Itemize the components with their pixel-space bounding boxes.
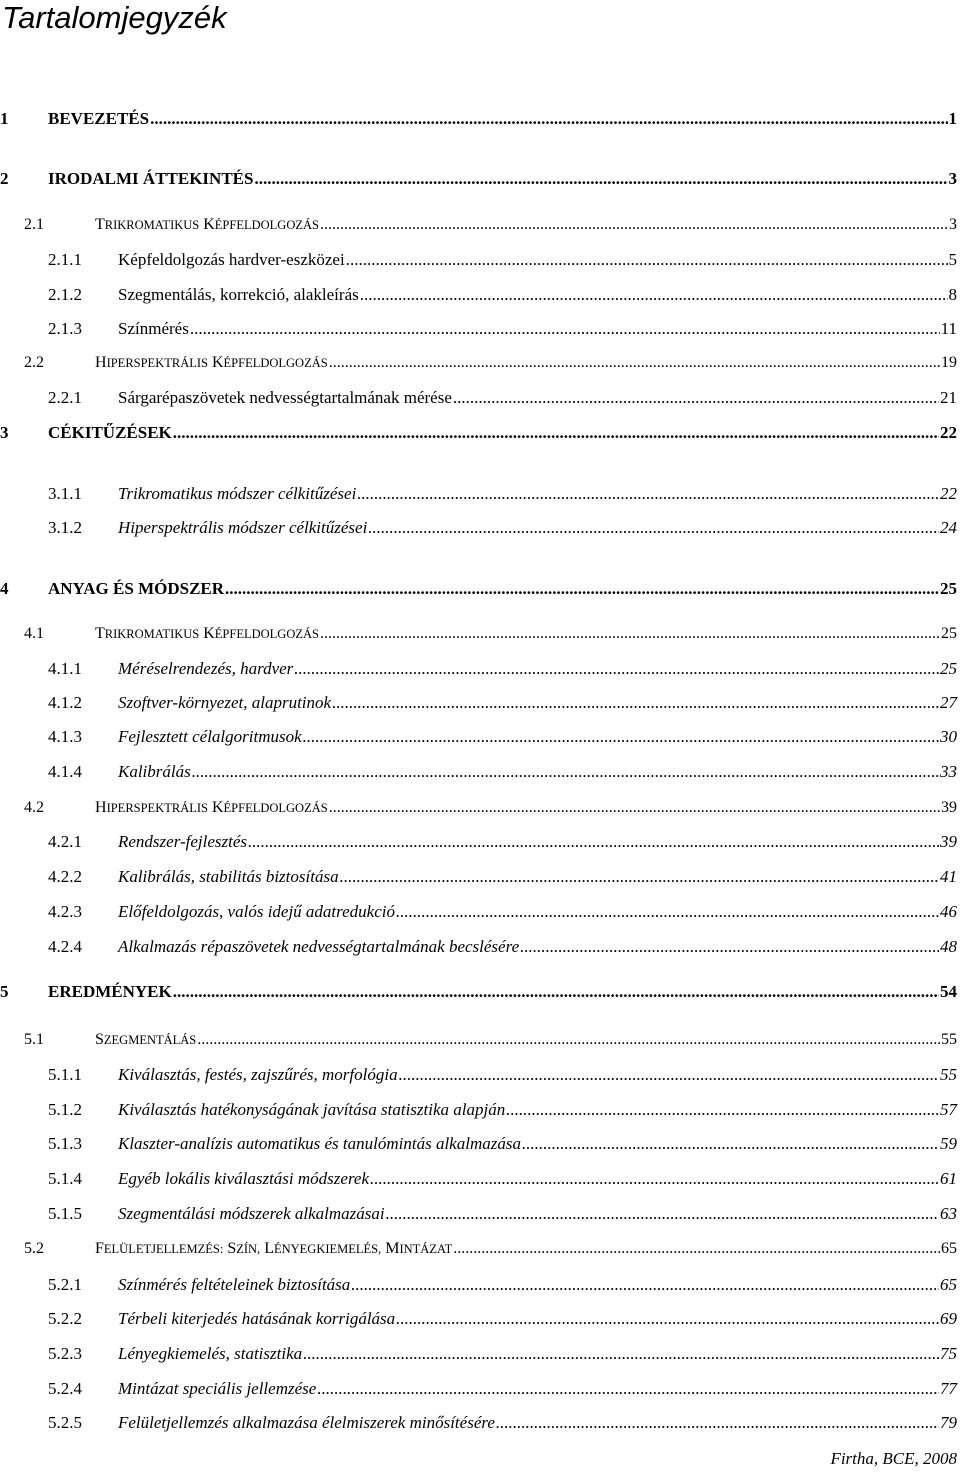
toc-entry-number: 2.2 (24, 354, 44, 371)
toc-entry-number: 5.2.1 (48, 1275, 82, 1294)
toc-entry[interactable] (0, 166, 957, 192)
toc-entry-page: 8 (948, 285, 957, 304)
toc-entry-page: 77 (940, 1379, 957, 1398)
toc-dot-leader (520, 934, 939, 960)
toc-dot-leader (370, 1166, 939, 1192)
toc-entry-page: 27 (940, 693, 957, 712)
toc-entry[interactable] (0, 1341, 957, 1367)
toc-entry-label: TRIKROMATIKUS KÉPFELDOLGOZÁS (95, 216, 319, 233)
toc-entry[interactable] (0, 1272, 957, 1298)
toc-dot-leader (150, 106, 947, 132)
toc-entry-page: 3 (948, 169, 957, 188)
toc-dot-leader (396, 1306, 939, 1332)
toc-entry-label: BEVEZETÉS (48, 109, 150, 128)
toc-entry[interactable] (0, 1376, 957, 1402)
toc-entry-number: 4.2.2 (48, 867, 82, 886)
toc-entry-page: 54 (940, 982, 957, 1001)
toc-entry-label: Kiválasztás hatékonyságának javítása statisztika alapján (118, 1100, 506, 1119)
toc-entry[interactable] (0, 247, 957, 273)
toc-entry[interactable] (0, 1166, 957, 1192)
toc-dot-leader (303, 724, 939, 750)
toc-entry-label: Klaszter-analízis automatikus és tanulómintás alkalmazása (118, 1134, 521, 1153)
toc-entry-number: 5.1.3 (48, 1134, 82, 1153)
toc-entry-number: 2.1.3 (48, 319, 82, 338)
toc-entry-page: 39 (940, 832, 957, 851)
toc-entry-number: 5.2.3 (48, 1344, 82, 1363)
toc-entry-number: 5.2 (24, 1240, 44, 1257)
toc-entry-number: 4.1.2 (48, 693, 82, 712)
toc-entry-page: 19 (941, 354, 957, 371)
toc-entry-number: 2.1.2 (48, 285, 82, 304)
toc-entry-label: Rendszer-fejlesztés (118, 832, 248, 851)
toc-entry[interactable] (0, 1201, 957, 1227)
toc-entry-page: 65 (941, 1240, 957, 1257)
toc-entry-number: 1 (0, 109, 9, 128)
toc-entry-label: Színmérés (118, 319, 189, 338)
toc-entry-page: 1 (948, 109, 957, 128)
toc-entry-number: 4.1.3 (48, 727, 82, 746)
toc-dot-leader (225, 576, 939, 602)
toc-dot-leader (357, 481, 939, 507)
toc-entry-number: 5.1 (24, 1031, 44, 1048)
toc-dot-leader (197, 1027, 940, 1053)
toc-dot-leader (317, 1376, 939, 1402)
toc-entry-page: 48 (940, 937, 957, 956)
toc-entry[interactable] (0, 1097, 957, 1123)
toc-entry[interactable] (0, 420, 957, 446)
toc-entry-page: 25 (940, 579, 957, 598)
toc-entry-page: 63 (940, 1204, 957, 1223)
toc-entry-page: 24 (940, 518, 957, 537)
toc-dot-leader (254, 166, 947, 192)
toc-entry-label: TRIKROMATIKUS KÉPFELDOLGOZÁS (95, 625, 319, 642)
toc-entry[interactable] (0, 899, 957, 925)
toc-entry[interactable] (0, 515, 957, 541)
toc-entry-number: 3.1.1 (48, 484, 82, 503)
toc-entry-page: 55 (940, 1065, 957, 1084)
toc-entry-number: 5.1.4 (48, 1169, 82, 1188)
toc-entry-number: 5.1.1 (48, 1065, 82, 1084)
toc-entry[interactable] (0, 724, 957, 750)
toc-entry-label: Térbeli kiterjedés hatásának korrigálása (118, 1309, 396, 1328)
toc-dot-leader (248, 829, 939, 855)
toc-entry-number: 4.1.1 (48, 659, 82, 678)
toc-entry[interactable] (0, 1306, 957, 1332)
toc-entry-label: Lényegkiemelés, statisztika (118, 1344, 303, 1363)
toc-entry-label: FELÜLETJELLEMZÉS: SZÍN, LÉNYEGKIEMELÉS, MINTÁZAT (95, 1240, 453, 1257)
toc-dot-leader (173, 420, 939, 446)
toc-dot-leader (399, 1062, 939, 1088)
toc-entry-number: 3 (0, 423, 9, 442)
toc-entry-number: 5.1.5 (48, 1204, 82, 1223)
toc-entry[interactable] (0, 316, 957, 342)
page-footer: Firtha, BCE, 2008 (830, 1449, 957, 1468)
toc-entry-label: Kiválasztás, festés, zajszűrés, morfológia (118, 1065, 398, 1084)
toc-entry[interactable] (0, 829, 957, 855)
toc-entry[interactable] (0, 621, 957, 647)
toc-entry[interactable] (0, 795, 957, 821)
toc-entry-number: 5.2.2 (48, 1309, 82, 1328)
toc-entry-label: EREDMÉNYEK (48, 982, 172, 1001)
toc-entry[interactable] (0, 1410, 957, 1436)
toc-entry-page: 75 (940, 1344, 957, 1363)
toc-entry[interactable] (0, 656, 957, 682)
toc-entry-label: Kalibrálás, stabilitás biztosítása (118, 867, 339, 886)
toc-entry-number: 4.2.1 (48, 832, 82, 851)
toc-entry-page: 46 (940, 902, 957, 921)
toc-entry-page: 25 (941, 625, 957, 642)
toc-entry-number: 4.1.4 (48, 762, 82, 781)
toc-dot-leader (340, 864, 939, 890)
toc-entry-number: 4.2.4 (48, 937, 82, 956)
toc-entry-label: Felületjellemzés alkalmazása élelmiszerek minősítésére (118, 1413, 495, 1432)
toc-entry[interactable] (0, 1027, 957, 1053)
toc-entry-label: Méréselrendezés, hardver (118, 659, 294, 678)
toc-entry-number: 4 (0, 579, 9, 598)
toc-entry-label: Fejlesztett célalgoritmusok (118, 727, 302, 746)
toc-dot-leader (522, 1131, 939, 1157)
toc-dot-leader (396, 899, 939, 925)
toc-entry-page: 5 (948, 250, 957, 269)
toc-dot-leader (329, 350, 940, 376)
toc-entry-label: Kalibrálás (118, 762, 191, 781)
toc-entry[interactable] (0, 759, 957, 785)
toc-dot-leader (496, 1410, 939, 1436)
toc-entry-number: 5.2.5 (48, 1413, 82, 1432)
page-title: Tartalomjegyzék (2, 0, 227, 35)
toc-dot-leader (294, 656, 939, 682)
toc-entry[interactable] (0, 1131, 957, 1157)
toc-entry-label: HIPERSPEKTRÁLIS KÉPFELDOLGOZÁS (95, 799, 328, 816)
toc-entry[interactable] (0, 690, 957, 716)
toc-entry-page: 79 (940, 1413, 957, 1432)
toc-entry[interactable] (0, 282, 957, 308)
toc-entry-page: 69 (940, 1309, 957, 1328)
toc-entry-number: 2.2.1 (48, 388, 82, 407)
toc-entry-label: Egyéb lokális kiválasztási módszerek (118, 1169, 370, 1188)
toc-entry-number: 5.1.2 (48, 1100, 82, 1119)
toc-dot-leader (386, 1201, 939, 1227)
toc-entry-page: 65 (940, 1275, 957, 1294)
toc-entry-label: Színmérés feltételeinek biztosítása (118, 1275, 351, 1294)
toc-dot-leader (506, 1097, 939, 1123)
toc-entry-label: Szegmentálási módszerek alkalmazásai (118, 1204, 385, 1223)
toc-entry-number: 3.1.2 (48, 518, 82, 537)
toc-entry[interactable] (0, 864, 957, 890)
toc-dot-leader (173, 979, 939, 1005)
toc-entry-page: 25 (940, 659, 957, 678)
toc-entry-page: 3 (949, 216, 957, 233)
toc-entry[interactable] (0, 385, 957, 411)
toc-entry-label: HIPERSPEKTRÁLIS KÉPFELDOLGOZÁS (95, 354, 328, 371)
toc-entry-page: 22 (940, 484, 957, 503)
toc-dot-leader (453, 385, 939, 411)
toc-entry-label: Trikromatikus módszer célkitűzései (118, 484, 357, 503)
toc-dot-leader (453, 1236, 940, 1262)
toc-entry-label: Képfeldolgozás hardver-eszközei (118, 250, 345, 269)
toc-entry-label: Mintázat speciális jellemzése (118, 1379, 317, 1398)
toc-entry[interactable] (0, 979, 957, 1005)
toc-dot-leader (351, 1272, 939, 1298)
toc-entry-page: 22 (940, 423, 957, 442)
toc-dot-leader (346, 247, 948, 273)
toc-entry-label: CÉKITŰZÉSEK (48, 423, 172, 442)
toc-entry-number: 2 (0, 169, 9, 188)
toc-entry[interactable] (0, 934, 957, 960)
toc-entry-page: 55 (941, 1031, 957, 1048)
toc-entry-label: SZEGMENTÁLÁS (95, 1031, 197, 1048)
toc-entry-label: Szoftver-környezet, alaprutinok (118, 693, 332, 712)
toc-dot-leader (303, 1341, 939, 1367)
toc-entry-page: 21 (940, 388, 957, 407)
toc-dot-leader (360, 282, 948, 308)
toc-entry-number: 2.1.1 (48, 250, 82, 269)
toc-entry[interactable] (0, 1236, 957, 1262)
toc-entry[interactable] (0, 106, 957, 132)
toc-dot-leader (368, 515, 939, 541)
toc-entry-page: 39 (941, 799, 957, 816)
toc-entry-label: Előfeldolgozás, valós idejű adatredukció (118, 902, 395, 921)
toc-entry-page: 33 (940, 762, 957, 781)
toc-dot-leader (190, 316, 940, 342)
toc-entry-label: Alkalmazás répaszövetek nedvességtartalmának becslésére (118, 937, 520, 956)
toc-entry-number: 5.2.4 (48, 1379, 82, 1398)
toc-entry-label: IRODALMI ÁTTEKINTÉS (48, 169, 254, 188)
toc-entry-page: 41 (940, 867, 957, 886)
toc-entry-page: 30 (940, 727, 957, 746)
toc-entry[interactable] (0, 576, 957, 602)
toc-entry-label: Szegmentálás, korrekció, alakleírás (118, 285, 359, 304)
toc-dot-leader (320, 212, 948, 238)
toc-entry-label: Sárgarépaszövetek nedvességtartalmának mérése (118, 388, 452, 407)
toc-entry-number: 4.2 (24, 799, 44, 816)
toc-dot-leader (332, 690, 939, 716)
toc-entry-number: 2.1 (24, 216, 44, 233)
toc-entry-label: Hiperspektrális módszer célkitűzései (118, 518, 368, 537)
toc-dot-leader (192, 759, 939, 785)
toc-dot-leader (329, 795, 940, 821)
toc-entry[interactable] (0, 350, 957, 376)
toc-entry[interactable] (0, 481, 957, 507)
toc-entry-page: 59 (940, 1134, 957, 1153)
toc-entry-page: 61 (940, 1169, 957, 1188)
toc-entry-number: 4.2.3 (48, 902, 82, 921)
toc-entry-number: 5 (0, 982, 9, 1001)
toc-entry-page: 11 (940, 319, 957, 338)
toc-entry-label: ANYAG ÉS MÓDSZER (48, 579, 225, 598)
toc-dot-leader (320, 621, 940, 647)
toc-entry[interactable] (0, 1062, 957, 1088)
toc-entry-number: 4.1 (24, 625, 44, 642)
toc-entry[interactable] (0, 212, 957, 238)
toc-entry-page: 57 (940, 1100, 957, 1119)
